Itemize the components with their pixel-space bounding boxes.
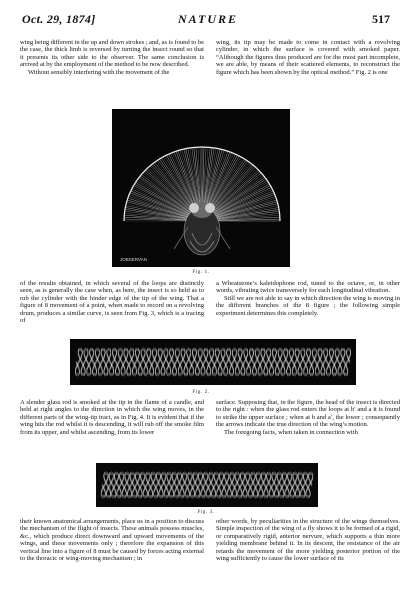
top-right-column (216, 39, 400, 101)
top-left-column (20, 39, 204, 101)
paragraph: The foregoing facts, when taken in connection with (224, 428, 358, 436)
paragraph: their known anatomical arrangements, place us in a position to discuss the mechanism of the flight of insects. These animals possess muscles, &c., which produce direct downward and upward movements of the wings, and these movements only ; therefore the expansion of this vertical line into a figure of 8 must be caused by forces acting external to the thoracic or wing-moving mechanism ; in (20, 518, 204, 563)
figure-2-caption: Fig. 2. (192, 390, 210, 395)
paragraph: wing being different in the up and down strokes ; and, as is found to be the case, the thick limb is reversed by turning the insect round so that it presents its other side to the observer. The same conclusion is arrived at by the employment of the method to be now described. (20, 39, 204, 69)
middle-right-column (216, 280, 400, 334)
figure-1-insect-wing-photo (112, 109, 290, 267)
figure-3-kaleidophone-trace (96, 463, 318, 507)
paragraph: surface. Supposing that, in the figure, the head of the insect is directed to the right : when the glass rod enters the loops at b′ and a it is found to strike the upper surface ; when at b and a′, the lower ; consequently the arrows indicate the true direction of the wing’s motion. (216, 399, 400, 429)
paragraph: A slender glass rod is smoked at the tip in the flame of a candle, and held at right angles to the direction in which the wing moves, in the different parts of the wing-tip tract, as in Fig. 4. It is evident that if the wing hits the rod whilst it is descending, it will rub off the smoke film from its upper, and whilst ascending, from its lower (20, 399, 204, 436)
figure-1-caption: Fig. 1. (192, 270, 210, 275)
paragraph: wing, its tip may be made to come in contact with a revolving cylinder, in which the surface is covered with smoked paper. “Although the figures thus produced are for the most part incomplete, we are able, by means of their scattered elements, to reconstruct the figure which has been shown by the optical method.” Fig. 2 is one (216, 39, 400, 76)
journal-title: NATURE (177, 12, 238, 26)
page-number: 517 (372, 12, 390, 26)
paragraph: other words, by peculiarities in the structure of the wings themselves. Simple inspection of the wing of a fly shows it to be formed of a rigid, or comparatively rigid, anterior nervure, which supports a thin more yielding membrane behind it. In its descent, the resistance of the air retards the movement of the more yielding posterior portion of the wing sufficiently to cause the lower surface of its (216, 518, 400, 563)
page-header (22, 12, 394, 30)
figure-3-image (96, 463, 318, 507)
paragraph: Still we are not able to say in which direction the wing is moving in the different branches of the 8 figure ; the following simple experiment determines this completely. (216, 294, 400, 317)
bottom-right-column (216, 518, 400, 594)
bottom-left-column (20, 518, 204, 594)
paragraph: Without sensibly interfering with the movement of the (28, 68, 170, 76)
figure-3-caption: Fig. 3. (197, 510, 215, 515)
paragraph: of the results obtained, in which several of the loops are distinctly seen, as is generally the case when, as here, the insect is so held as to rub the cylinder with the hinder edge of the tip of the wing. That a figure of 8 movement of a point, when made to record on a revolving drum, produces a similar curve, is seen from Fig. 3, which is a tracing of (20, 280, 204, 325)
middle-left-column (20, 280, 204, 334)
figure-2-image (70, 339, 356, 385)
lower-left-column (20, 399, 204, 454)
figure-1-image (112, 109, 290, 267)
figure-2-smoked-trace (70, 339, 356, 385)
paragraph: a Wheatstone’s kaleidophone rod, tuned to the octave, or, in other words, vibrating twice transversely for each longitudinal vibration. (216, 280, 400, 295)
engraver-signature: JOBSERVAN (120, 257, 147, 262)
lower-right-column (216, 399, 400, 462)
issue-date: Oct. 29, 1874] (22, 12, 96, 26)
